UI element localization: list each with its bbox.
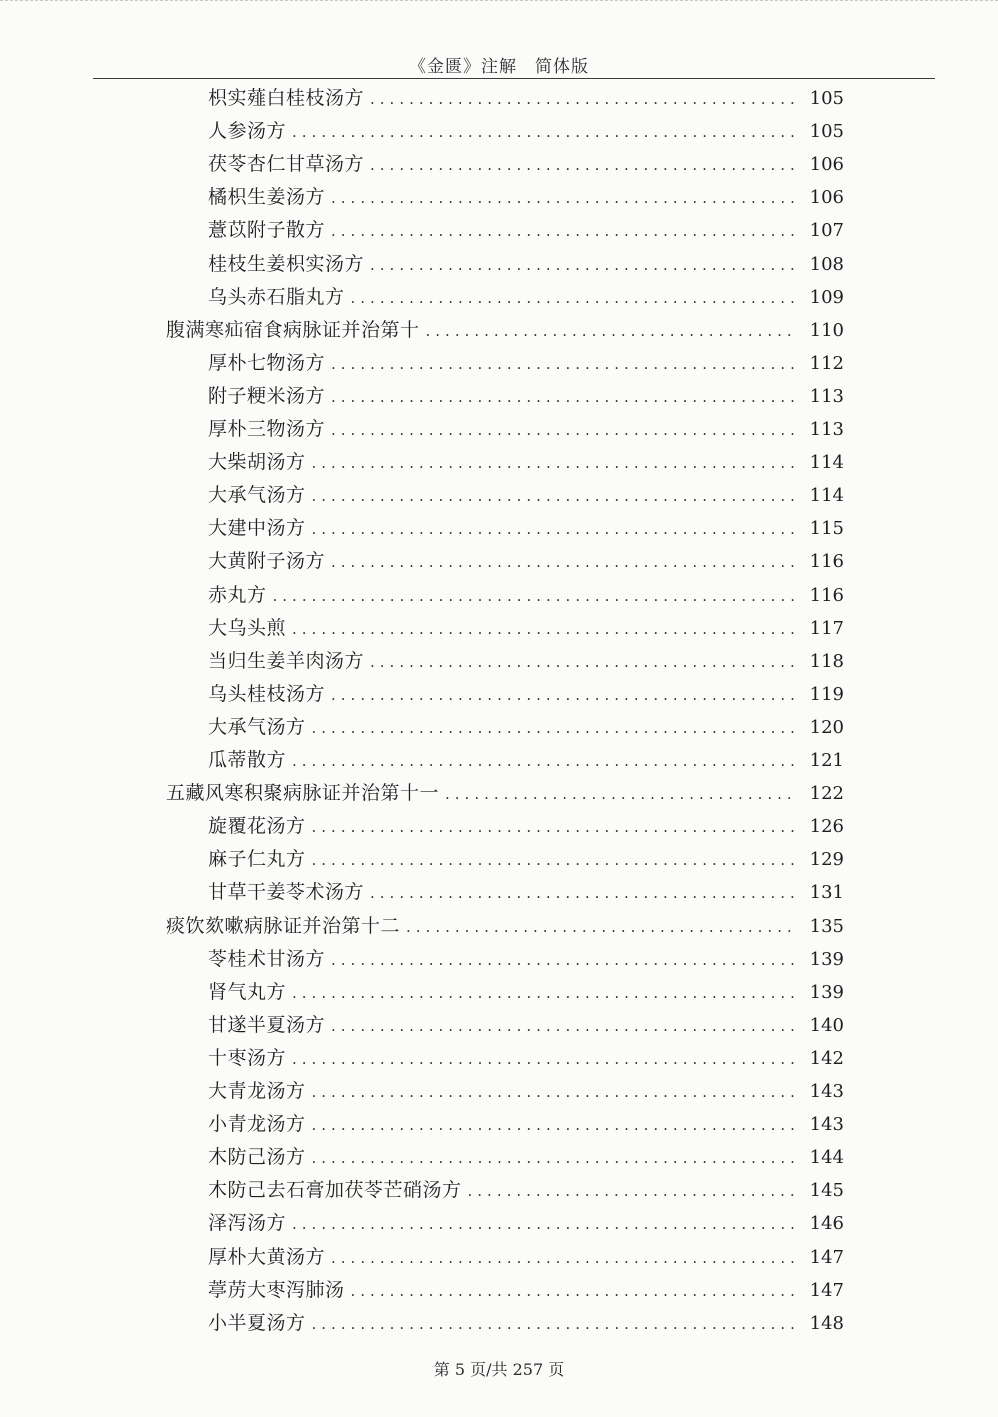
toc-entry-page: 126 <box>809 816 844 838</box>
dot-leader <box>370 149 796 182</box>
toc-entry-title: 桂枝生姜枳实汤方 <box>208 252 365 275</box>
toc-entry-page: 129 <box>809 849 844 871</box>
toc-entry[interactable] <box>208 248 844 281</box>
toc-entry-page: 105 <box>809 121 844 143</box>
toc-entry-page: 143 <box>809 1114 844 1136</box>
toc-entry[interactable] <box>208 843 844 876</box>
toc-entry[interactable] <box>208 612 844 645</box>
toc-entry[interactable] <box>208 976 844 1009</box>
toc-entry-page: 105 <box>809 88 844 109</box>
toc-entry-page: 117 <box>809 617 844 639</box>
toc-entry[interactable] <box>208 810 844 843</box>
toc-entry-title: 薏苡附子散方 <box>208 219 326 242</box>
dot-leader <box>312 811 796 844</box>
toc-entry-title: 厚朴三物汤方 <box>208 418 326 440</box>
toc-entry[interactable] <box>208 678 844 711</box>
toc-entry-page: 139 <box>809 981 844 1003</box>
toc-entry-title: 附子粳米汤方 <box>208 384 326 407</box>
toc-entry[interactable] <box>208 181 844 214</box>
dot-leader <box>331 348 796 381</box>
toc-entry[interactable] <box>208 1274 844 1307</box>
toc-entry-title: 木防己去石膏加茯苓芒硝汤方 <box>208 1179 462 1202</box>
toc-entry-title: 人参汤方 <box>208 120 287 143</box>
toc-entry-title: 枳实薤白桂枝汤方 <box>208 87 365 109</box>
toc-entry-title: 橘枳生姜汤方 <box>208 186 326 209</box>
page-footer: 第 5 页/共 257 页 <box>433 1360 565 1379</box>
toc-entry[interactable] <box>208 943 844 976</box>
toc-entry-page: 118 <box>809 650 844 672</box>
dot-leader <box>273 580 796 613</box>
toc-chapter-entry[interactable] <box>166 314 844 347</box>
dot-leader <box>426 315 796 348</box>
toc-entry[interactable] <box>208 347 844 380</box>
toc-entry-title: 痰饮欬嗽病脉证并治第十二 <box>166 914 401 937</box>
dot-leader <box>351 1275 796 1308</box>
dot-leader <box>312 1308 796 1341</box>
toc-entry[interactable] <box>208 479 844 512</box>
toc-entry-page: 122 <box>809 783 844 805</box>
toc-entry-page: 131 <box>809 882 844 904</box>
toc-entry-page: 112 <box>809 352 844 374</box>
dot-leader <box>331 1242 796 1275</box>
toc-entry-page: 109 <box>809 286 844 308</box>
toc-entry[interactable] <box>208 645 844 678</box>
dot-leader <box>292 613 796 646</box>
toc-entry-page: 116 <box>809 584 844 606</box>
toc-entry-page: 113 <box>809 419 844 440</box>
toc-entry-title: 木防己汤方 <box>208 1146 306 1169</box>
toc-entry-page: 139 <box>809 948 844 970</box>
toc-entry-title: 旋覆花汤方 <box>208 815 306 838</box>
dot-leader <box>445 778 796 811</box>
toc-entry-page: 140 <box>809 1014 844 1036</box>
toc-entry-title: 十枣汤方 <box>208 1046 287 1069</box>
dot-leader <box>312 712 796 745</box>
dot-leader <box>312 480 796 513</box>
dot-leader <box>331 215 796 248</box>
toc-entry[interactable] <box>208 1174 844 1207</box>
header-rule <box>93 78 935 79</box>
scan-edge <box>0 0 998 7</box>
toc-entry-page: 114 <box>809 452 844 474</box>
dot-leader <box>370 877 796 910</box>
toc-entry-title: 当归生姜羊肉汤方 <box>208 649 365 672</box>
dot-leader <box>292 977 796 1010</box>
toc-entry-title: 大柴胡汤方 <box>208 451 306 474</box>
dot-leader <box>312 1076 796 1109</box>
dot-leader <box>331 414 796 447</box>
toc-entry-title: 厚朴七物汤方 <box>208 351 326 374</box>
toc-entry-title: 腹满寒疝宿食病脉证并治第十 <box>166 318 420 341</box>
dot-leader <box>312 1109 796 1142</box>
toc-entry-title: 小青龙汤方 <box>208 1113 306 1136</box>
dot-leader <box>312 1142 796 1175</box>
dot-leader <box>312 447 796 480</box>
dot-leader <box>331 944 796 977</box>
toc-entry-title: 泽泻汤方 <box>208 1212 287 1235</box>
toc-entry-title: 大承气汤方 <box>208 484 306 507</box>
toc-entry-page: 143 <box>809 1081 844 1102</box>
dot-leader <box>370 249 796 282</box>
dot-leader <box>370 646 796 679</box>
toc-entry-page: 148 <box>809 1312 844 1334</box>
toc-entry-title: 乌头桂枝汤方 <box>208 682 326 705</box>
dot-leader <box>468 1175 796 1208</box>
toc-entry-title: 赤丸方 <box>208 583 267 606</box>
toc-entry-page: 116 <box>809 551 844 573</box>
dot-leader <box>292 1208 796 1241</box>
toc-entry[interactable] <box>208 1307 844 1340</box>
toc-entry-page: 113 <box>809 385 844 407</box>
toc-entry-page: 147 <box>809 1246 844 1268</box>
toc-entry[interactable] <box>208 1207 844 1240</box>
toc-entry[interactable] <box>208 1042 844 1075</box>
toc-entry[interactable] <box>208 82 844 115</box>
toc-entry[interactable] <box>208 1009 844 1042</box>
toc-entry[interactable] <box>208 711 844 744</box>
toc-entry-page: 146 <box>809 1213 844 1235</box>
toc-entry-page: 114 <box>809 485 844 507</box>
toc-entry[interactable] <box>208 512 844 545</box>
toc-entry-title: 苓桂术甘汤方 <box>208 947 326 970</box>
toc-entry-page: 106 <box>809 187 844 209</box>
dot-leader <box>331 381 796 414</box>
toc-entry[interactable] <box>208 446 844 479</box>
toc-entry[interactable] <box>208 148 844 181</box>
toc-entry-title: 大乌头煎 <box>208 616 287 639</box>
toc-entry[interactable] <box>208 1241 844 1274</box>
toc-entry-page: 108 <box>809 253 844 275</box>
toc-entry-title: 葶苈大枣泻肺汤 <box>208 1278 345 1301</box>
dot-leader <box>331 182 796 215</box>
toc-entry-title: 大承气汤方 <box>208 715 306 738</box>
toc-entry[interactable] <box>208 115 844 148</box>
toc-entry-page: 106 <box>809 154 844 176</box>
dot-leader <box>292 745 796 778</box>
toc-entry-page: 115 <box>809 518 844 540</box>
toc-entry-title: 五藏风寒积聚病脉证并治第十一 <box>166 782 440 805</box>
toc-entry-title: 茯苓杏仁甘草汤方 <box>208 153 365 176</box>
toc-entry-title: 乌头赤石脂丸方 <box>208 285 345 308</box>
toc-entry[interactable] <box>208 214 844 247</box>
dot-leader <box>331 1010 796 1043</box>
toc-entry[interactable] <box>208 744 844 777</box>
dot-leader <box>331 546 796 579</box>
toc-entry-title: 大黄附子汤方 <box>208 550 326 573</box>
toc-entry-page: 110 <box>809 319 844 341</box>
toc-chapter-entry[interactable] <box>166 910 844 943</box>
toc-entry-page: 107 <box>809 220 844 242</box>
dot-leader <box>351 282 796 315</box>
toc-entry[interactable] <box>208 281 844 314</box>
running-header: 《金匮》注解 简体版 <box>409 57 589 77</box>
toc-entry[interactable] <box>208 1108 844 1141</box>
dot-leader <box>406 911 796 944</box>
toc-entry-title: 瓜蒂散方 <box>208 749 287 771</box>
toc-entry-page: 121 <box>809 750 844 771</box>
toc-entry-page: 119 <box>809 683 844 705</box>
dot-leader <box>331 679 796 712</box>
toc-entry-page: 135 <box>809 915 844 937</box>
dot-leader <box>312 513 796 546</box>
toc-entry-title: 肾气丸方 <box>208 980 287 1003</box>
dot-leader <box>312 844 796 877</box>
dot-leader <box>292 116 796 149</box>
toc-entry-page: 120 <box>809 716 844 738</box>
toc-entry-title: 麻子仁丸方 <box>208 848 306 871</box>
dot-leader <box>370 83 796 116</box>
toc-chapter-entry[interactable] <box>166 777 844 810</box>
toc-entry[interactable] <box>208 413 844 446</box>
toc-entry-page: 142 <box>809 1047 844 1069</box>
toc-entry-title: 厚朴大黄汤方 <box>208 1245 326 1268</box>
toc-entry[interactable] <box>208 1141 844 1174</box>
toc-entry[interactable] <box>208 380 844 413</box>
toc-entry-page: 147 <box>809 1279 844 1301</box>
dot-leader <box>292 1043 796 1076</box>
toc-entry-title: 甘草干姜苓术汤方 <box>208 881 365 904</box>
toc-entry-page: 145 <box>809 1180 844 1202</box>
toc-entry-page: 144 <box>809 1147 844 1169</box>
toc-entry[interactable] <box>208 579 844 612</box>
toc-entry-title: 大建中汤方 <box>208 517 306 540</box>
toc-entry[interactable] <box>208 876 844 909</box>
toc-entry-title: 大青龙汤方 <box>208 1080 306 1102</box>
toc-entry[interactable] <box>208 545 844 578</box>
toc-entry-title: 甘遂半夏汤方 <box>208 1013 326 1036</box>
toc-entry[interactable] <box>208 1075 844 1108</box>
toc-entry-title: 小半夏汤方 <box>208 1311 306 1334</box>
